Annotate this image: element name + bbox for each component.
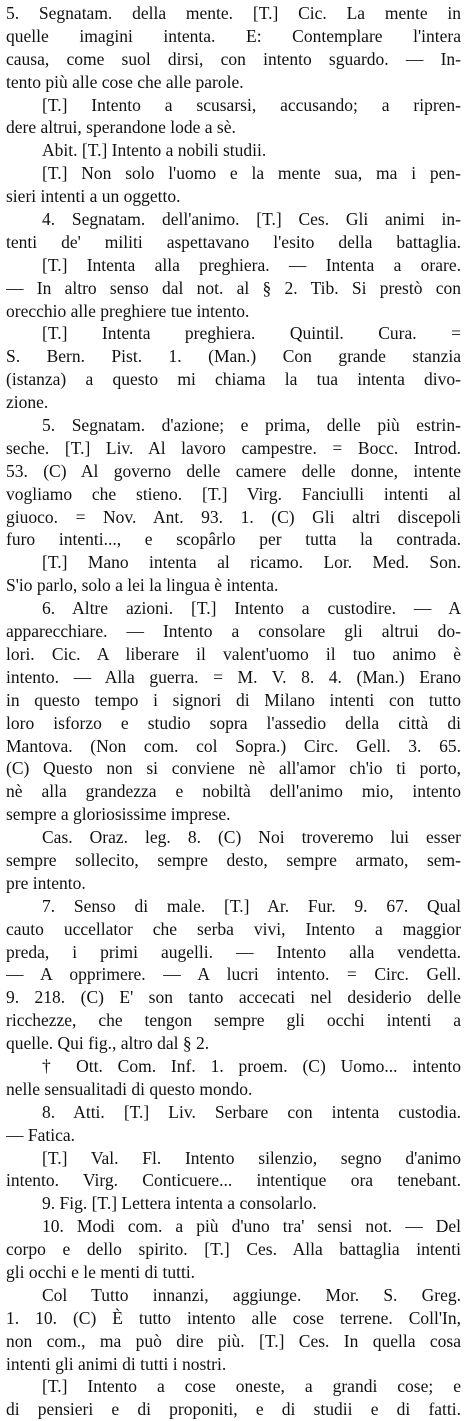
text-line: sempre sollecito, sempre desto, sempre armato, sem- xyxy=(6,849,461,870)
text-line: [T.] Intento a cose oneste, a grandi cose; e xyxy=(42,1376,461,1397)
text-line: S'io parlo, solo a lei la lingua è intenta. xyxy=(6,575,279,596)
text-line: [T.] Mano intenta al ricamo. Lor. Med. Son. xyxy=(42,552,461,573)
text-line: in questo tempo i signori di Milano intenti con tutto xyxy=(6,689,461,710)
text-line: Col Tutto innanzi, aggiunge. Mor. S. Greg. xyxy=(42,1284,461,1305)
text-line: Cas. Oraz. leg. 8. (C) Noi troveremo lui esser xyxy=(42,827,461,848)
text-line: zione. xyxy=(6,392,49,413)
text-line: sempre a gloriosissime imprese. xyxy=(6,804,231,825)
text-line: [T.] Intenta alla preghiera. — Intenta a orare. xyxy=(42,254,461,275)
text-line: corpo e dello spirito. [T.] Ces. Alla battaglia intenti xyxy=(6,1239,461,1260)
text-line: sieri intenti a un oggetto. xyxy=(6,186,181,207)
text-line: nè alla grandezza e nobiltà dell'animo mio, intento xyxy=(6,781,461,802)
text-line: [T.] Intenta preghiera. Quintil. Cura. = xyxy=(42,323,461,344)
text-line: seche. [T.] Liv. Al lavoro campestre. = Bocc. Introd. xyxy=(6,437,461,458)
text-line: — A opprimere. — A lucri intento. = Circ. Gell. xyxy=(6,964,461,985)
text-line: intenti gli animi di tutti i nostri. xyxy=(6,1353,227,1374)
text-line: [T.] Intento a scusarsi, accusando; a ripren- xyxy=(42,94,461,115)
text-line: 1. 10. (C) È tutto intento alle cose terrene. Coll'In, xyxy=(6,1307,461,1328)
text-line: Abit. [T.] Intento a nobili studii. xyxy=(42,140,267,161)
text-line: non com., ma può dire più. [T.] Ces. In quella cosa xyxy=(6,1330,461,1351)
text-line: (istanza) a questo mi chiama la tua intenta divo- xyxy=(6,369,461,390)
text-line: gli occhi e le menti di tutti. xyxy=(6,1261,196,1282)
text-line: — In altro senso dal not. al § 2. Tib. Si prestò con xyxy=(6,277,461,298)
text-line: intento. Virg. Conticuere... intentique ora tenebant. xyxy=(6,1170,461,1191)
text-line: nelle sensualitadi di questo mondo. xyxy=(6,1078,253,1099)
text-line: 9. 218. (C) E' son tanto accecati nel desiderio delle xyxy=(6,987,461,1008)
text-line: intento. — Alla guerra. = M. V. 8. 4. (Man.) Erano xyxy=(6,666,461,687)
text-line: vogliamo che stieno. [T.] Virg. Fanciulli intenti al xyxy=(6,483,461,504)
text-line: 8. Atti. [T.] Liv. Serbare con intenta custodia. xyxy=(42,1101,461,1122)
text-line: causa, come suol dirsi, con intento sguardo. — In- xyxy=(6,48,461,69)
text-line: S. Bern. Pist. 1. (Man.) Con grande stanzia xyxy=(6,346,461,367)
text-line: 10. Modi com. a più d'uno tra' sensi not. — Del xyxy=(42,1216,461,1237)
text-line: 9. Fig. [T.] Lettera intenta a consolarlo. xyxy=(42,1193,317,1214)
text-line: — Fatica. xyxy=(6,1124,76,1145)
text-line: 7. Senso di male. [T.] Ar. Fur. 9. 67. Qual xyxy=(42,895,461,916)
text-line: † Ott. Com. Inf. 1. proem. (C) Uomo... intento xyxy=(42,1055,461,1076)
text-line: di pensieri e di proponiti, e di studii e di fatti. xyxy=(6,1399,461,1420)
text-line: quelle imagini intenta. E: Contemplare l'intera xyxy=(6,25,461,46)
text-line: pre intento. xyxy=(6,872,86,893)
text-line: ricchezze, che tengon sempre gli occhi intenti a xyxy=(6,1010,461,1031)
text-line: orecchio alle preghiere tue intento. xyxy=(6,300,250,321)
text-line: [T.] Val. Fl. Intento silenzio, segno d'animo xyxy=(42,1147,461,1168)
text-line: 5. Segnatam. della mente. [T.] Cic. La mente in xyxy=(6,3,461,23)
text-line: dere altrui, sperandone lode a sè. xyxy=(6,117,236,138)
text-line: 6. Altre azioni. [T.] Intento a custodire. — A xyxy=(42,598,461,619)
text-line: quelle. Qui fig., altro dal § 2. xyxy=(6,1033,210,1054)
text-line: Mantova. (Non com. col Sopra.) Circ. Gell. 3. 65. xyxy=(6,735,461,756)
text-line: cauto uccellator che serba vivi, Intento a maggior xyxy=(6,918,461,939)
text-line: giuoco. = Nov. Ant. 93. 1. (C) Gli altri discepoli xyxy=(6,506,461,527)
text-line: preda, i primi augelli. — Intento alla vendetta. xyxy=(6,941,461,962)
text-line: (C) Questo non si conviene nè all'amor ch'io ti porto, xyxy=(6,758,461,779)
text-line: 5. Segnatam. d'azione; e prima, delle più estrin- xyxy=(42,415,461,436)
text-line: lori. Cic. A liberare il valent'uomo il tuo animo è xyxy=(6,643,461,664)
text-line: tenti de' militi aspettavano l'esito della battaglia. xyxy=(6,231,461,252)
text-line: furo intenti..., e scopârlo per tutta la contrada. xyxy=(6,529,461,550)
text-line: 53. (C) Al governo delle camere delle donne, intente xyxy=(6,460,461,481)
text-line: apparecchiare. — Intento a consolare gli altrui do- xyxy=(6,621,461,642)
text-line: [T.] Non solo l'uomo e la mente sua, ma i pen- xyxy=(42,163,461,184)
text-line: 4. Segnatam. dell'animo. [T.] Ces. Gli animi in- xyxy=(42,209,461,230)
text-line: loro isforzo e studio sopra l'assedio della città di xyxy=(6,712,461,733)
text-line: tento più alle cose che alle parole. xyxy=(6,71,244,92)
